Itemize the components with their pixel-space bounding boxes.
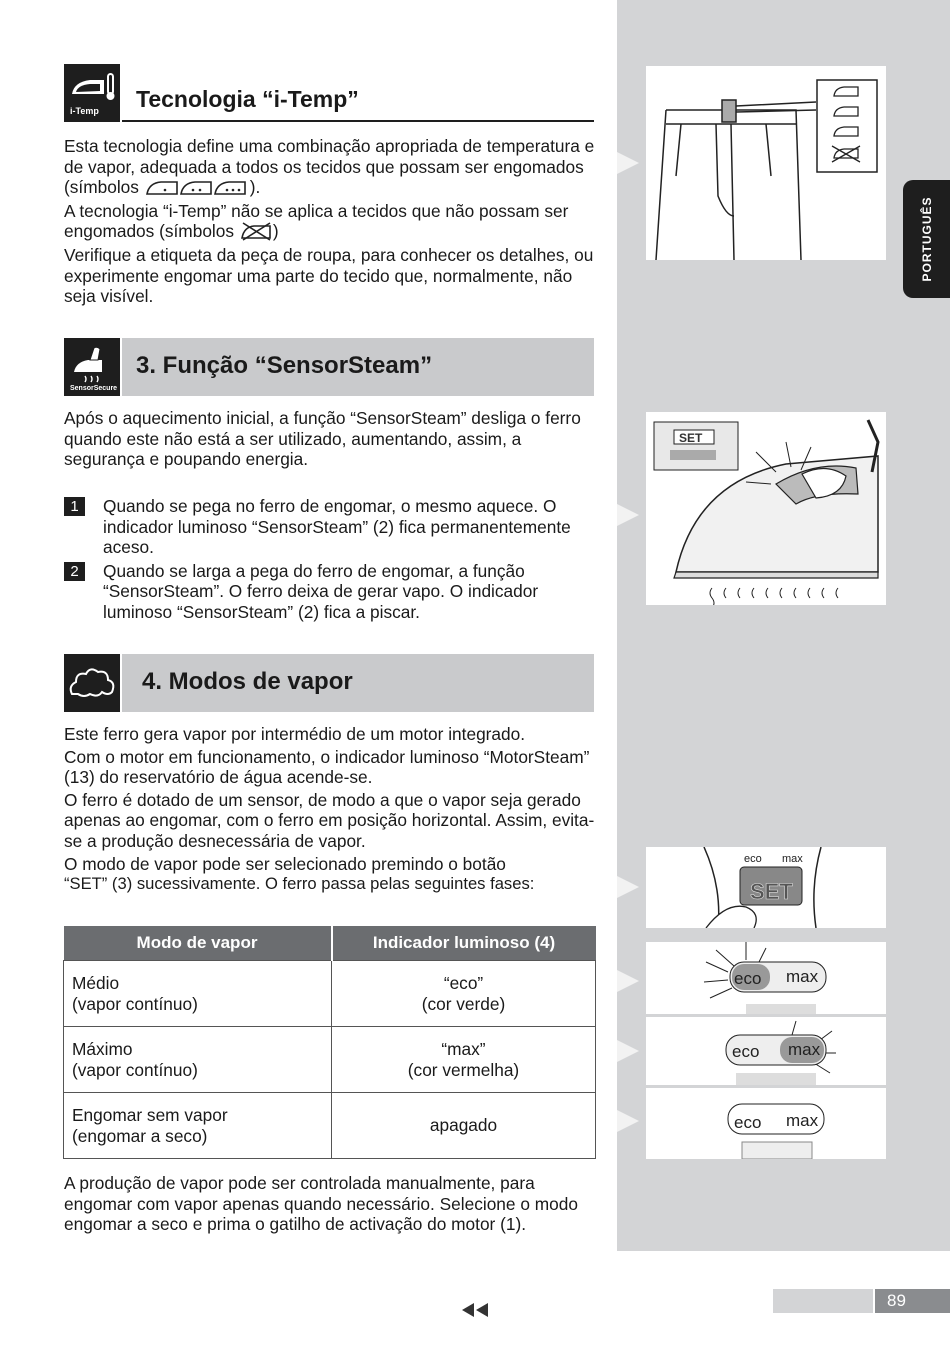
sensorsteam-steps bbox=[64, 496, 604, 626]
figure-pointer-arrow bbox=[617, 504, 639, 526]
off-indicator-figure bbox=[646, 1088, 886, 1159]
language-tab bbox=[903, 180, 950, 298]
table-cell-mode bbox=[64, 961, 332, 1027]
step-1 bbox=[64, 496, 604, 558]
table-cell-indicator bbox=[332, 961, 596, 1027]
itemp-p1-text: Esta tecnologia define uma combinação apropriada de temperatura e de vapor, adequada a todos os tecidos que possam ser engomados (símbolos bbox=[64, 136, 595, 198]
figure-eco-label: eco bbox=[732, 1042, 760, 1061]
mode-name: Máximo bbox=[72, 1038, 133, 1059]
language-tab-label: PORTUGUÊS bbox=[919, 196, 934, 282]
table-cell-indicator bbox=[332, 1093, 596, 1159]
eco-indicator-figure bbox=[646, 942, 886, 1014]
figure-max-label: max bbox=[782, 853, 803, 865]
figure-eco-label: eco bbox=[734, 969, 762, 988]
step-2-text: Quando se larga a pega do ferro de engomar, a função “SensorSteam”. O ferro deixa de gerar vapo. O indicador luminoso “SensorSteam” (2) fica a piscar. bbox=[103, 560, 539, 622]
page-number-bar bbox=[773, 1289, 873, 1313]
itemp-p2-text: A tecnologia “i-Temp” não se aplica a tecidos que não possam ser engomados (símbolos bbox=[64, 200, 569, 242]
figure-set-label: SET bbox=[750, 879, 793, 904]
figure-eco-label: eco bbox=[734, 1113, 762, 1132]
sensorsteam-intro: Após o aquecimento inicial, a função “SensorSteam” desliga o ferro quando este não está a ser utilizado, aumentando, assim, a segurança e poupando energia. bbox=[64, 408, 581, 470]
itemp-icon bbox=[64, 64, 120, 122]
set-button-figure bbox=[646, 847, 886, 928]
itemp-p2 bbox=[64, 201, 599, 242]
back-arrows-icon bbox=[462, 1303, 490, 1317]
indicator-name: “eco” bbox=[443, 972, 484, 993]
modos-p2: Com o motor em funcionamento, o indicador luminoso “MotorSteam” (13) do reservatório de água acende-se. bbox=[64, 746, 590, 788]
modos-title-bar bbox=[122, 654, 594, 712]
figure-eco-label: eco bbox=[744, 853, 762, 865]
indicator-color: (cor verde) bbox=[421, 993, 506, 1014]
itemp-icon-label: i-Temp bbox=[70, 106, 99, 116]
figure-max-label: max bbox=[786, 967, 819, 986]
indicator-color: (cor vermelha) bbox=[407, 1059, 520, 1080]
itemp-p3: Verifique a etiqueta da peça de roupa, para conhecer os detalhes, ou experimente engomar uma parte do tecido que, normalmente, não seja visível. bbox=[64, 244, 594, 307]
iron-sensor-figure bbox=[646, 412, 886, 605]
figure-pointer-arrow bbox=[617, 876, 639, 898]
table-row bbox=[64, 1093, 596, 1159]
mode-name: Engomar sem vapor bbox=[72, 1104, 228, 1125]
modos-title: 4. Modos de vapor bbox=[142, 668, 353, 695]
modos-p5: “SET” (3) sucessivamente. O ferro passa pelas seguintes fases: bbox=[64, 874, 535, 894]
modos-p1: Este ferro gera vapor por intermédio de um motor integrado. bbox=[64, 724, 526, 744]
max-indicator-figure bbox=[646, 1017, 886, 1085]
table-row bbox=[64, 961, 596, 1027]
sensorsteam-title-bar bbox=[122, 338, 594, 396]
itemp-p1 bbox=[64, 136, 599, 198]
itemp-p1-end: ). bbox=[249, 177, 261, 198]
mode-desc: (engomar a seco) bbox=[72, 1125, 208, 1146]
figure-max-label: max bbox=[786, 1111, 819, 1130]
modos-body bbox=[64, 724, 599, 895]
table-header-indicator: Indicador luminoso (4) bbox=[332, 926, 596, 961]
no-iron-symbol-icon bbox=[240, 221, 272, 241]
table-header-mode: Modo de vapor bbox=[64, 926, 332, 961]
steam-modes-table bbox=[63, 926, 596, 1159]
figure-pointer-arrow bbox=[617, 970, 639, 992]
figure-set-label: SET bbox=[679, 431, 703, 445]
indicator-name: “max” bbox=[441, 1038, 486, 1059]
modos-closing: A produção de vapor pode ser controlada manualmente, para engomar com vapor apenas quando necessário. Selecione o modo engomar a seco e prima o gatilho de activação do motor (1). bbox=[64, 1173, 578, 1235]
figure-pointer-arrow bbox=[617, 152, 639, 174]
modos-p3: O ferro é dotado de um sensor, de modo a que o vapor seja gerado apenas ao engomar, com o ferro em posição horizontal. Assim, evita-se a produção desnecessária de vapor. bbox=[64, 789, 595, 851]
itemp-p2-end: ) bbox=[272, 221, 279, 242]
mode-name: Médio bbox=[72, 972, 120, 993]
table-cell-mode bbox=[64, 1027, 332, 1093]
table-header-row bbox=[64, 926, 596, 961]
itemp-title: Tecnologia “i-Temp” bbox=[136, 86, 359, 112]
sensorsteam-title: 3. Função “SensorSteam” bbox=[136, 352, 433, 379]
itemp-body bbox=[64, 136, 599, 307]
modos-p4: O modo de vapor pode ser selecionado premindo o botão bbox=[64, 853, 506, 874]
figure-pointer-arrow bbox=[617, 1040, 639, 1062]
step-2-number: 2 bbox=[64, 562, 85, 581]
sensorsecure-icon-label: SensorSecure bbox=[70, 385, 118, 392]
iron-symbols-icon bbox=[145, 177, 249, 197]
step-1-number: 1 bbox=[64, 497, 85, 516]
page-number: 89 bbox=[875, 1289, 950, 1313]
step-2 bbox=[64, 561, 604, 623]
mode-desc: (vapor contínuo) bbox=[72, 993, 198, 1014]
figure-max-label: max bbox=[788, 1040, 821, 1059]
step-1-text: Quando se pega no ferro de engomar, o mesmo aquece. O indicador luminoso “SensorSteam” (2) fica permanentemente aceso. bbox=[103, 496, 571, 558]
table-row bbox=[64, 1027, 596, 1093]
indicator-name: apagado bbox=[429, 1115, 498, 1135]
mode-desc: (vapor contínuo) bbox=[72, 1059, 198, 1080]
sensorsecure-icon bbox=[64, 338, 120, 396]
table-cell-mode bbox=[64, 1093, 332, 1159]
trousers-label-figure bbox=[646, 66, 886, 260]
figure-pointer-arrow bbox=[617, 1110, 639, 1132]
steam-cloud-icon bbox=[64, 654, 120, 712]
itemp-title-bar bbox=[122, 64, 594, 122]
table-cell-indicator bbox=[332, 1027, 596, 1093]
